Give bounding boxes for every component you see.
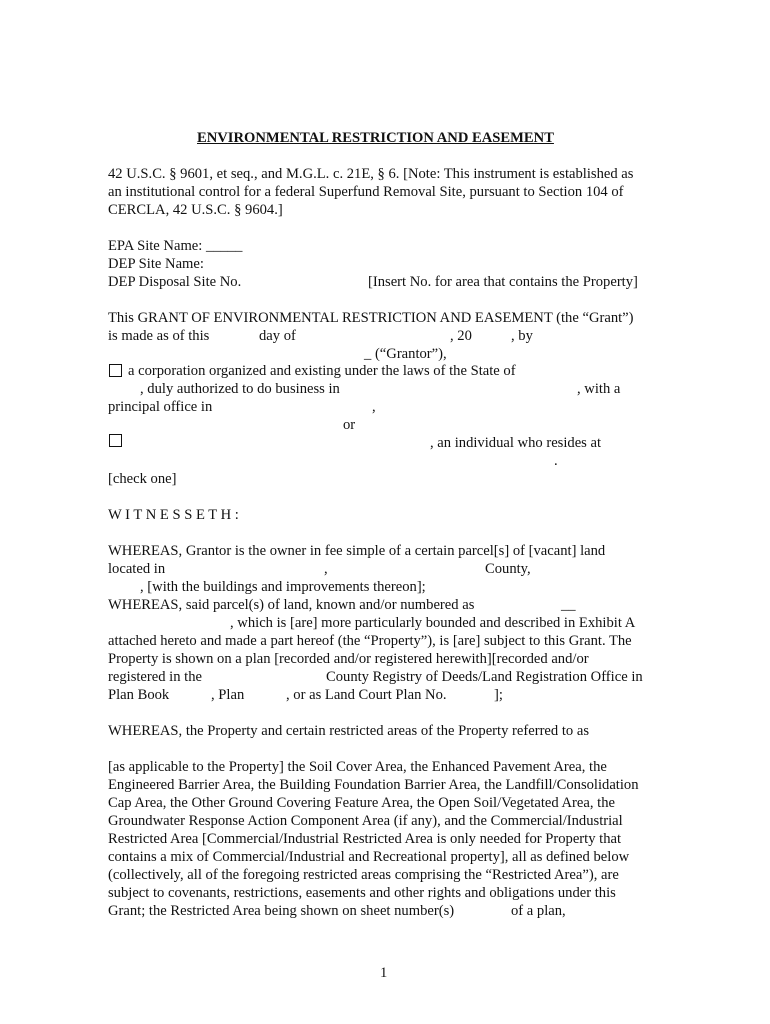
authority-line-1: 42 U.S.C. § 9601, et seq., and M.G.L. c. 21E, § 6. [Note: This instrument is established as (108, 166, 634, 182)
document-title: ENVIRONMENTAL RESTRICTION AND EASEMENT (197, 130, 554, 146)
land-court-text: , or as Land Court Plan No. (286, 687, 447, 703)
corporation-option-text: a corporation organized and existing under the laws of the State of (128, 363, 516, 379)
year-prefix: , 20 (450, 328, 472, 344)
whereas3-body-line: Groundwater Response Action Component Area (if any), and the Commercial/Industrial (108, 813, 623, 829)
whereas3-body-line: subject to covenants, restrictions, easements and other rights and obligations under this (108, 885, 616, 901)
whereas3-line1: WHEREAS, the Property and certain restricted areas of the Property referred to as (108, 723, 590, 739)
authority-line-3: CERCLA, 42 U.S.C. § 9604.] (108, 202, 283, 218)
plan-text: , Plan (211, 687, 245, 703)
grant-intro-line: This GRANT OF ENVIRONMENTAL RESTRICTION AND EASEMENT (the “Grant”) (108, 310, 634, 326)
principal-office-text: principal office in (108, 399, 213, 415)
page-number: 1 (380, 965, 388, 981)
whereas2-line1: WHEREAS, said parcel(s) of land, known and/or numbered as (108, 597, 475, 613)
witnesseth-heading: W I T N E S S E T H : (108, 507, 239, 523)
made-as-of: is made as of this (108, 328, 210, 344)
or-text: or (343, 417, 356, 433)
county-text: County, (485, 561, 531, 577)
with-a-text: , with a (577, 381, 621, 397)
located-in-comma: , (324, 561, 328, 577)
day-of: day of (259, 328, 296, 344)
grantor-label: _ (“Grantor”), (364, 346, 447, 362)
principal-office-comma: , (372, 399, 376, 415)
corporation-checkbox[interactable] (109, 364, 122, 377)
whereas3-body-line: contains a mix of Commercial/Industrial and Recreational property], all as defined below (108, 849, 630, 865)
of-a-plan-text: of a plan, (511, 903, 566, 919)
by-text: , by (511, 328, 533, 344)
whereas1-line3: , [with the buildings and improvements thereon]; (140, 579, 426, 595)
dep-disposal-site-no: DEP Disposal Site No. (108, 274, 242, 290)
individual-checkbox[interactable] (109, 434, 122, 447)
authorized-text: , duly authorized to do business in (140, 381, 340, 397)
authority-line-2: an institutional control for a federal Superfund Removal Site, pursuant to Section 104 of (108, 184, 624, 200)
whereas3-body-line: Engineered Barrier Area, the Building Foundation Barrier Area, the Landfill/Consolidation (108, 777, 639, 793)
whereas3-body-line: Cap Area, the Other Ground Covering Feature Area, the Open Soil/Vegetated Area, the (108, 795, 615, 811)
check-one-note: [check one] (108, 471, 177, 487)
whereas3-body-line: [as applicable to the Property] the Soil Cover Area, the Enhanced Pavement Area, the (108, 759, 607, 775)
whereas2-line2: , which is [are] more particularly bounded and described in Exhibit A (230, 615, 636, 631)
resides-period: . (554, 453, 558, 469)
epa-site-name: EPA Site Name: _____ (108, 238, 243, 254)
whereas2-end: ]; (494, 687, 503, 703)
located-in-text: located in (108, 561, 166, 577)
registered-in-text: registered in the (108, 669, 203, 685)
whereas2-line4: Property is shown on a plan [recorded and/or registered herewith][recorded and/or (108, 651, 589, 667)
whereas3-body-line: (collectively, all of the foregoing restricted areas comprising the “Restricted Area”), are (108, 867, 619, 883)
whereas1-line1: WHEREAS, Grantor is the owner in fee simple of a certain parcel[s] of [vacant] land (108, 543, 606, 559)
plan-book-text: Plan Book (108, 687, 170, 703)
whereas3-body-line: Restricted Area [Commercial/Industrial Restricted Area is only needed for Property that (108, 831, 622, 847)
whereas3-last-line: Grant; the Restricted Area being shown on sheet number(s) (108, 903, 455, 919)
dep-site-name: DEP Site Name: (108, 256, 204, 272)
insert-no-note: [Insert No. for area that contains the Property] (368, 274, 638, 290)
individual-option-text: , an individual who resides at (430, 435, 602, 451)
whereas2-line3: attached hereto and made a part hereof (the “Property”), is [are] subject to this Grant. The (108, 633, 632, 649)
county-registry-text: County Registry of Deeds/Land Registration Office in (326, 669, 643, 685)
whereas2-blank: __ (561, 597, 576, 613)
